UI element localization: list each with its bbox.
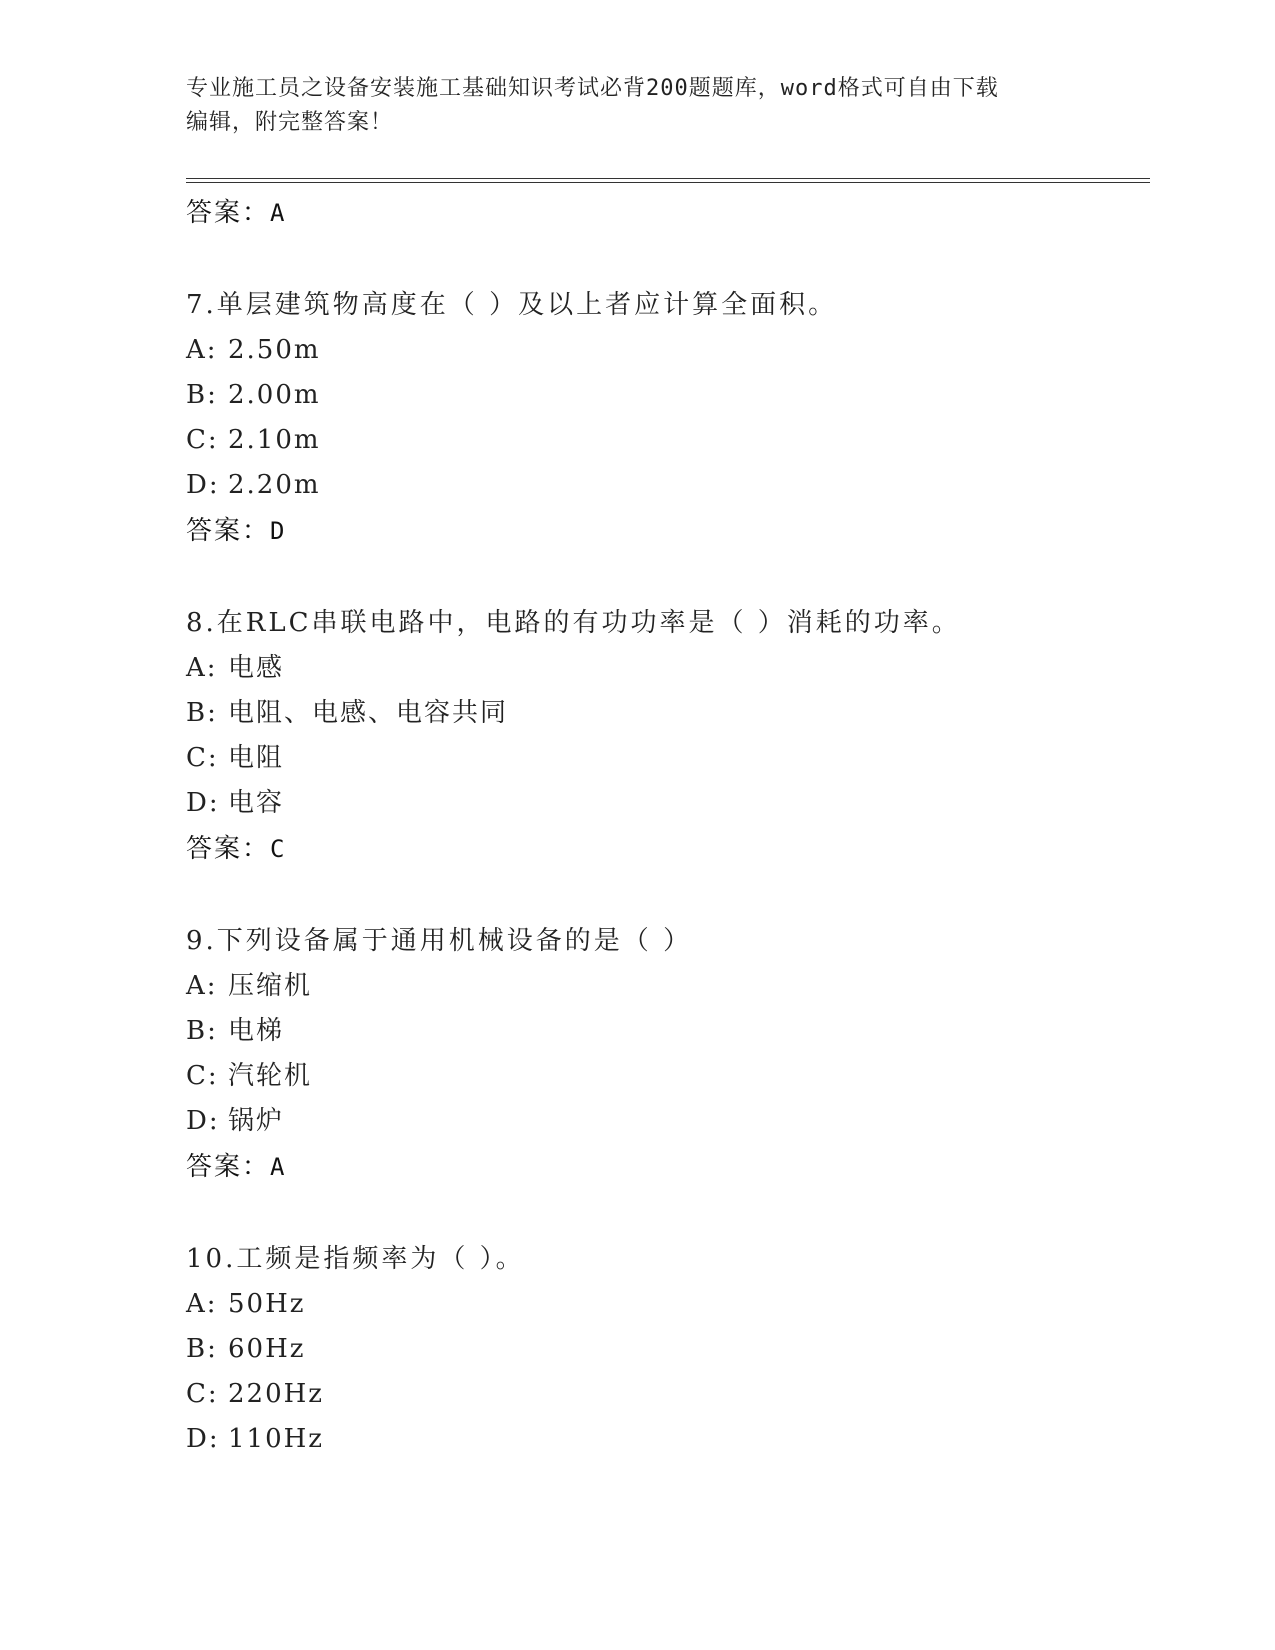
spacer <box>186 872 1150 918</box>
option-a <box>186 964 1150 1009</box>
option-d <box>186 1099 1150 1144</box>
option-d <box>186 463 1150 508</box>
option-text: 2.00m <box>228 380 321 410</box>
header-line-2: 编辑，附完整答案！ <box>186 110 394 135</box>
question-list <box>186 190 1150 1462</box>
option-a <box>186 646 1150 691</box>
question-text: 9.下列设备属于通用机械设备的是（ ） <box>186 926 693 956</box>
option-letter: C: <box>186 1379 219 1409</box>
spacer <box>186 236 1150 282</box>
spacer <box>186 554 1150 600</box>
answer-label: 答案： <box>186 834 271 864</box>
option-letter: C: <box>186 743 219 773</box>
option-b <box>186 1009 1150 1054</box>
option-letter: D: <box>186 1106 220 1136</box>
answer-value: A <box>270 1153 287 1181</box>
question-text: 7.单层建筑物高度在（ ）及以上者应计算全面积。 <box>186 290 838 320</box>
answer-line <box>186 1144 1150 1190</box>
option-a <box>186 1282 1150 1327</box>
answer-value: A <box>270 199 287 227</box>
answer-label: 答案： <box>186 198 271 228</box>
answer-line <box>186 508 1150 554</box>
option-d <box>186 781 1150 826</box>
option-letter: B: <box>186 380 218 410</box>
option-text: 锅炉 <box>228 1106 285 1136</box>
option-letter: D: <box>186 470 220 500</box>
option-text: 50Hz <box>228 1289 306 1319</box>
option-text: 电感 <box>228 653 285 683</box>
answer-line <box>186 826 1150 872</box>
question-text: 8.在RLC串联电路中，电路的有功功率是（ ）消耗的功率。 <box>186 608 961 638</box>
option-c <box>186 736 1150 781</box>
option-text: 2.10m <box>228 425 321 455</box>
option-text: 电阻、电感、电容共同 <box>228 698 509 728</box>
header-line-1: 专业施工员之设备安装施工基础知识考试必背200题题库，word格式可自由下载 <box>186 76 999 101</box>
option-text: 压缩机 <box>228 971 313 1001</box>
option-letter: B: <box>186 698 218 728</box>
answer-value: C <box>270 835 287 863</box>
option-letter: B: <box>186 1334 218 1364</box>
option-text: 220Hz <box>228 1379 324 1409</box>
option-text: 110Hz <box>228 1424 324 1454</box>
spacer <box>186 1190 1150 1236</box>
option-c <box>186 1372 1150 1417</box>
option-letter: C: <box>186 425 219 455</box>
option-text: 2.20m <box>228 470 321 500</box>
option-letter: D: <box>186 1424 220 1454</box>
option-text: 2.50m <box>228 335 321 365</box>
option-letter: A: <box>186 653 218 683</box>
option-letter: C: <box>186 1061 219 1091</box>
option-text: 电阻 <box>228 743 285 773</box>
option-text: 汽轮机 <box>228 1061 313 1091</box>
option-text: 60Hz <box>228 1334 306 1364</box>
option-a <box>186 328 1150 373</box>
option-text: 电容 <box>228 788 285 818</box>
document-header <box>186 72 1066 140</box>
option-d <box>186 1417 1150 1462</box>
option-c <box>186 418 1150 463</box>
option-text: 电梯 <box>228 1016 285 1046</box>
header-divider <box>186 178 1150 183</box>
option-letter: A: <box>186 1289 218 1319</box>
option-letter: D: <box>186 788 220 818</box>
answer-label: 答案： <box>186 1152 271 1182</box>
option-b <box>186 373 1150 418</box>
option-letter: A: <box>186 971 218 1001</box>
answer-label: 答案： <box>186 516 271 546</box>
option-b <box>186 1327 1150 1372</box>
answer-line <box>186 190 1150 236</box>
option-c <box>186 1054 1150 1099</box>
option-letter: A: <box>186 335 218 365</box>
option-b <box>186 691 1150 736</box>
answer-value: D <box>270 517 287 545</box>
option-letter: B: <box>186 1016 218 1046</box>
question-text: 10.工频是指频率为（ ）。 <box>186 1244 525 1274</box>
